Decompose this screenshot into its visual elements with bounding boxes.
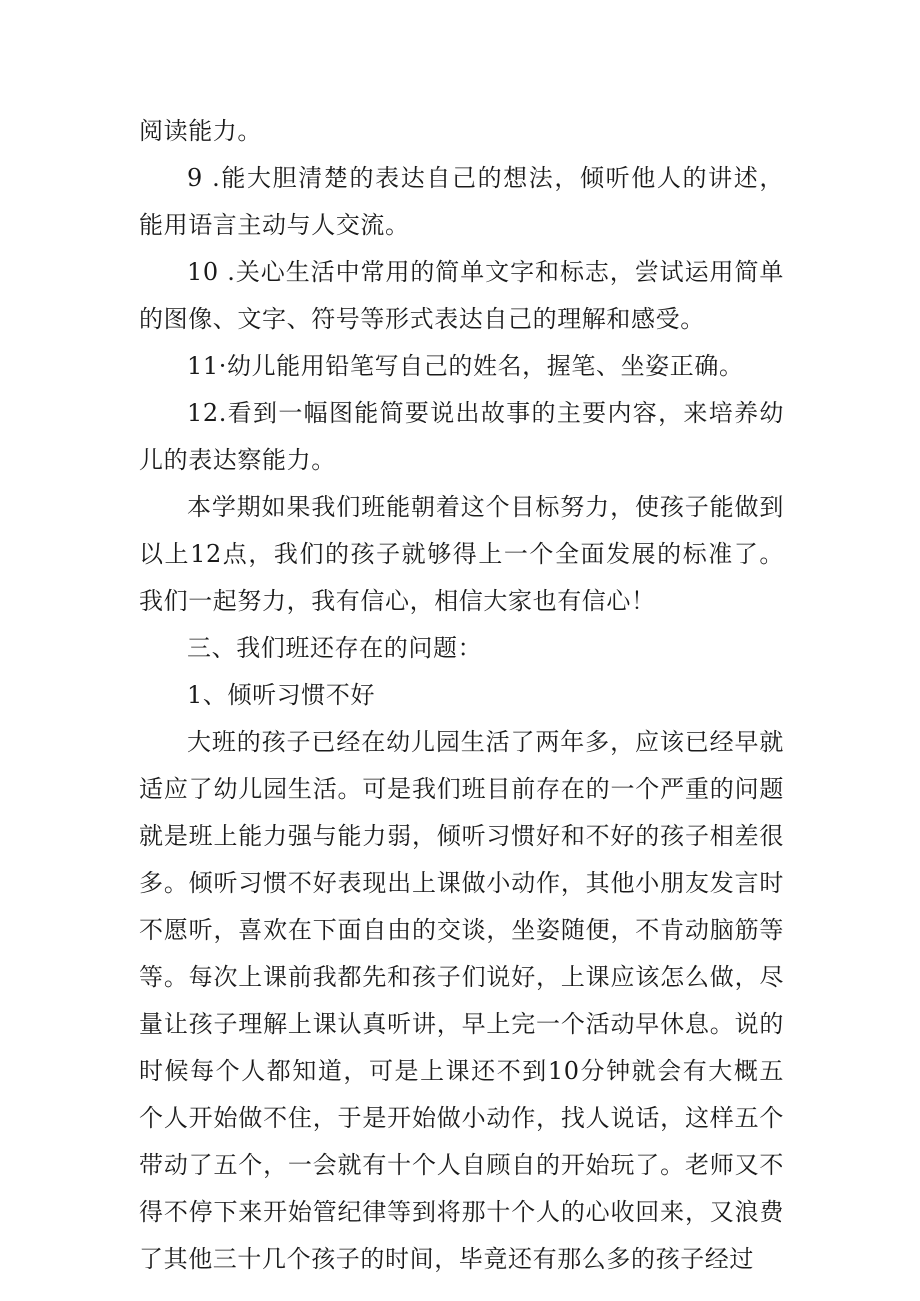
- section-heading-problems: 三、我们班还存在的问题：: [187, 634, 483, 662]
- subheading-listening-habits: 1、倾听习惯不好: [187, 681, 376, 709]
- paragraph-goal-10: 10 .关心生活中常用的简单文字和标志，尝试运用简单的图像、文字、符号等形式表达自己的理解和感受。: [139, 258, 784, 333]
- paragraph-goal-12: 12.看到一幅图能简要说出故事的主要内容，来培养幼儿的表达察能力。: [139, 399, 784, 474]
- paragraph-goal-11: 11·幼儿能用铅笔写自己的姓名，握笔、坐姿正确。: [187, 352, 744, 380]
- paragraph-summary: 本学期如果我们班能朝着这个目标努力，使孩子能做到以上12点，我们的孩子就够得上一个全面发展的标准了。我们一起努力，我有信心，相信大家也有信心！: [139, 493, 784, 615]
- paragraph-continuation: 阅读能力。: [139, 117, 262, 145]
- paragraph-listening-habits: 大班的孩子已经在幼儿园生活了两年多，应该已经早就适应了幼儿园生活。可是我们班目前存在的一个严重的问题就是班上能力强与能力弱，倾听习惯好和不好的孩子相差很多。倾听习惯不好表现出上课做小动作，其他小朋友发言时不愿听，喜欢在下面自由的交谈，坐姿随便，不肯动脑筋等等。每次上课前我都先和孩子们说好，上课应该怎么做，尽量让孩子理解上课认真听讲，早上完一个活动早休息。说的时候每个人都知道，可是上课还不到10分钟就会有大概五个人开始做不住，于是开始做小动作，找人说话，这样五个带动了五个，一会就有十个人自顾自的开始玩了。老师又不得不停下来开始管纪律等到将那十个人的心收回来，又浪费了其他三十几个孩子的时间，毕竟还有那么多的孩子经过: [139, 728, 784, 1273]
- paragraph-goal-9: 9 .能大胆清楚的表达自己的想法，倾听他人的讲述，能用语言主动与人交流。: [139, 164, 784, 239]
- document-body: [139, 108, 784, 1283]
